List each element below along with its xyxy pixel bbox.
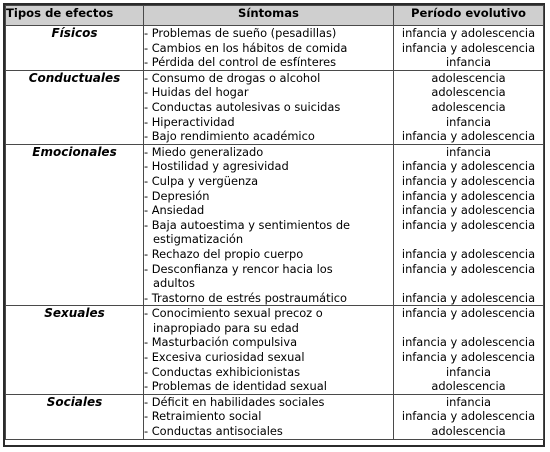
period-cell: [394, 394, 544, 439]
period-item: infancia: [445, 55, 491, 70]
period-item: adolescencia: [431, 70, 506, 85]
symptom-item: - Desconfianza y rencor hacia los: [144, 261, 333, 276]
symptom-item: - Problemas de sueño (pesadillas): [144, 26, 337, 40]
symptom-item: - Hostilidad y agresividad: [144, 159, 289, 174]
effect-type-cell: Sociales: [6, 394, 144, 439]
period-item: infancia y adolescencia: [401, 203, 536, 218]
symptom-item: - Conductas antisociales: [144, 424, 283, 439]
table-row: [6, 70, 544, 144]
symptoms-cell: [144, 144, 394, 306]
header-symptoms: Síntomas: [144, 6, 394, 26]
period-item: infancia y adolescencia: [401, 188, 536, 203]
period-item: adolescencia: [431, 379, 506, 394]
symptom-item: - Problemas de identidad sexual: [144, 379, 327, 394]
symptom-item-continuation: inapropiado para su edad: [153, 320, 299, 335]
period-cell: [394, 26, 544, 71]
period-spacer: [394, 276, 543, 291]
period-item: infancia y adolescencia: [401, 261, 536, 276]
symptom-item: - Trastorno de estrés postraumático: [144, 290, 348, 305]
table-row: [6, 144, 544, 306]
period-item: infancia y adolescencia: [401, 246, 536, 261]
symptom-item: - Hiperactividad: [144, 114, 235, 129]
period-cell: [394, 306, 544, 395]
period-item: infancia: [445, 394, 491, 409]
period-item: infancia y adolescencia: [401, 335, 536, 350]
effects-table: [5, 5, 544, 440]
symptom-item: - Bajo rendimiento académico: [144, 129, 315, 144]
period-item: infancia: [445, 144, 491, 159]
period-spacer: [394, 232, 543, 247]
period-item: infancia y adolescencia: [401, 173, 536, 188]
period-item: adolescencia: [431, 99, 506, 114]
symptom-item-continuation: adultos: [153, 276, 195, 291]
symptom-item: - Conductas autolesivas o suicidas: [144, 99, 341, 114]
period-cell: [394, 144, 544, 306]
table-row: [6, 394, 544, 439]
symptoms-cell: [144, 394, 394, 439]
effect-type-cell: Emocionales: [6, 144, 144, 306]
period-item: infancia: [445, 114, 491, 129]
symptom-item: - Depresión: [144, 188, 210, 203]
header-row: [6, 6, 544, 26]
period-spacer: [394, 321, 543, 336]
symptom-item: - Culpa y vergüenza: [144, 173, 259, 188]
table-body: [6, 26, 544, 440]
symptom-item: - Baja autoestima y sentimientos de: [144, 217, 351, 232]
symptom-item: - Conductas exhibicionistas: [144, 364, 301, 379]
symptom-item: - Huidas del hogar: [144, 85, 249, 100]
period-item: infancia y adolescencia: [401, 26, 536, 40]
symptom-item: - Pérdida del control de esfínteres: [144, 55, 337, 70]
table-row: [6, 306, 544, 395]
effect-type-cell: Sexuales: [6, 306, 144, 395]
period-item: adolescencia: [431, 424, 506, 439]
header-period: Período evolutivo: [394, 6, 544, 26]
symptoms-cell: [144, 70, 394, 144]
table-row: [6, 26, 544, 71]
symptom-item: - Ansiedad: [144, 203, 205, 218]
symptom-item: - Masturbación compulsiva: [144, 335, 298, 350]
symptom-item: - Consumo de drogas o alcohol: [144, 70, 321, 85]
symptom-item: - Retraimiento social: [144, 409, 262, 424]
period-item: infancia y adolescencia: [401, 217, 536, 232]
symptom-item: - Rechazo del propio cuerpo: [144, 246, 304, 261]
period-item: infancia y adolescencia: [401, 159, 536, 174]
symptom-item: - Cambios en los hábitos de comida: [144, 40, 348, 55]
period-item: infancia: [445, 364, 491, 379]
period-item: adolescencia: [431, 85, 506, 100]
period-item: infancia y adolescencia: [401, 350, 536, 365]
header-type: Tipos de efectos: [6, 6, 144, 26]
symptom-item: - Déficit en habilidades sociales: [144, 394, 325, 409]
symptom-item: - Conocimiento sexual precoz o: [144, 306, 323, 321]
period-item: infancia y adolescencia: [401, 40, 536, 55]
period-item: infancia y adolescencia: [401, 409, 536, 424]
symptoms-cell: [144, 26, 394, 71]
symptom-item: - Excesiva curiosidad sexual: [144, 350, 305, 365]
effect-type-cell: Físicos: [6, 26, 144, 71]
symptom-item-continuation: estigmatización: [153, 232, 244, 247]
period-cell: [394, 70, 544, 144]
symptoms-cell: [144, 306, 394, 395]
symptom-item: - Miedo generalizado: [144, 144, 264, 159]
period-item: infancia y adolescencia: [401, 290, 536, 305]
period-item: infancia y adolescencia: [401, 306, 536, 321]
effect-type-cell: Conductuales: [6, 70, 144, 144]
period-item: infancia y adolescencia: [401, 129, 536, 144]
